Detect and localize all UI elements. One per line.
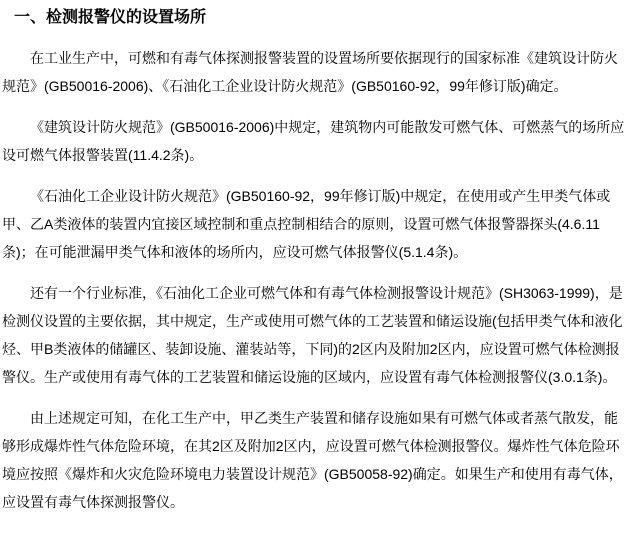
paragraph-intro: 在工业生产中，可燃和有毒气体探测报警装置的设置场所要依据现行的国家标准《建筑设计防火规范》(GB50016-2006)、《石油化工企业设计防火规范》(GB50160-92，99年修订版)确定。 (2, 50, 618, 94)
paragraph-petrochemical-fire-code: 《石油化工企业设计防火规范》(GB50160-92，99年修订版)中规定，在使用或产生甲类气体或甲、乙A类液体的装置内宜接区域控制和重点控制相结合的原则，设置可燃气体报警器探头(4.6.11条)；在可能泄漏甲类气体和液体的场所内，应设可燃气体报警仪(5.1.4条)。 (2, 188, 611, 260)
section-heading: 一、检测报警仪的设置场所 (14, 9, 207, 26)
paragraph-industry-standard: 还有一个行业标准，《石油化工企业可燃气体和有毒气体检测报警设计规范》(SH3063-1999)，是检测仪设置的主要依据，其中规定，生产或使用可燃气体的工艺装置和储运设施(包括甲类气体和液化烃、甲B类液体的储罐区、装卸设施、灌装站等，下同)的2区内及附加2区内，应设置可燃气体检测报警仪。生产或使用有毒气体的工艺装置和储运设施的区域内，应设置有毒气体检测报警仪(3.0.1条)。 (2, 285, 623, 385)
paragraph-conclusion: 由上述规定可知，在化工生产中，甲乙类生产装置和储存设施如果有可燃气体或者蒸气散发，能够形成爆炸性气体危险环境，在其2区及附加2区内，应设置可燃气体检测报警仪。爆炸性气体危险环境应按照《爆炸和火灾危险环境电力装置设计规范》(GB50058-92)确定。如果生产和使用有毒气体，应设置有毒气体探测报警仪。 (2, 410, 623, 510)
paragraph-building-fire-code: 《建筑设计防火规范》(GB50016-2006)中规定，建筑物内可能散发可燃气体、可燃蒸气的场所应设可燃气体报警装置(11.4.2条)。 (2, 119, 625, 163)
